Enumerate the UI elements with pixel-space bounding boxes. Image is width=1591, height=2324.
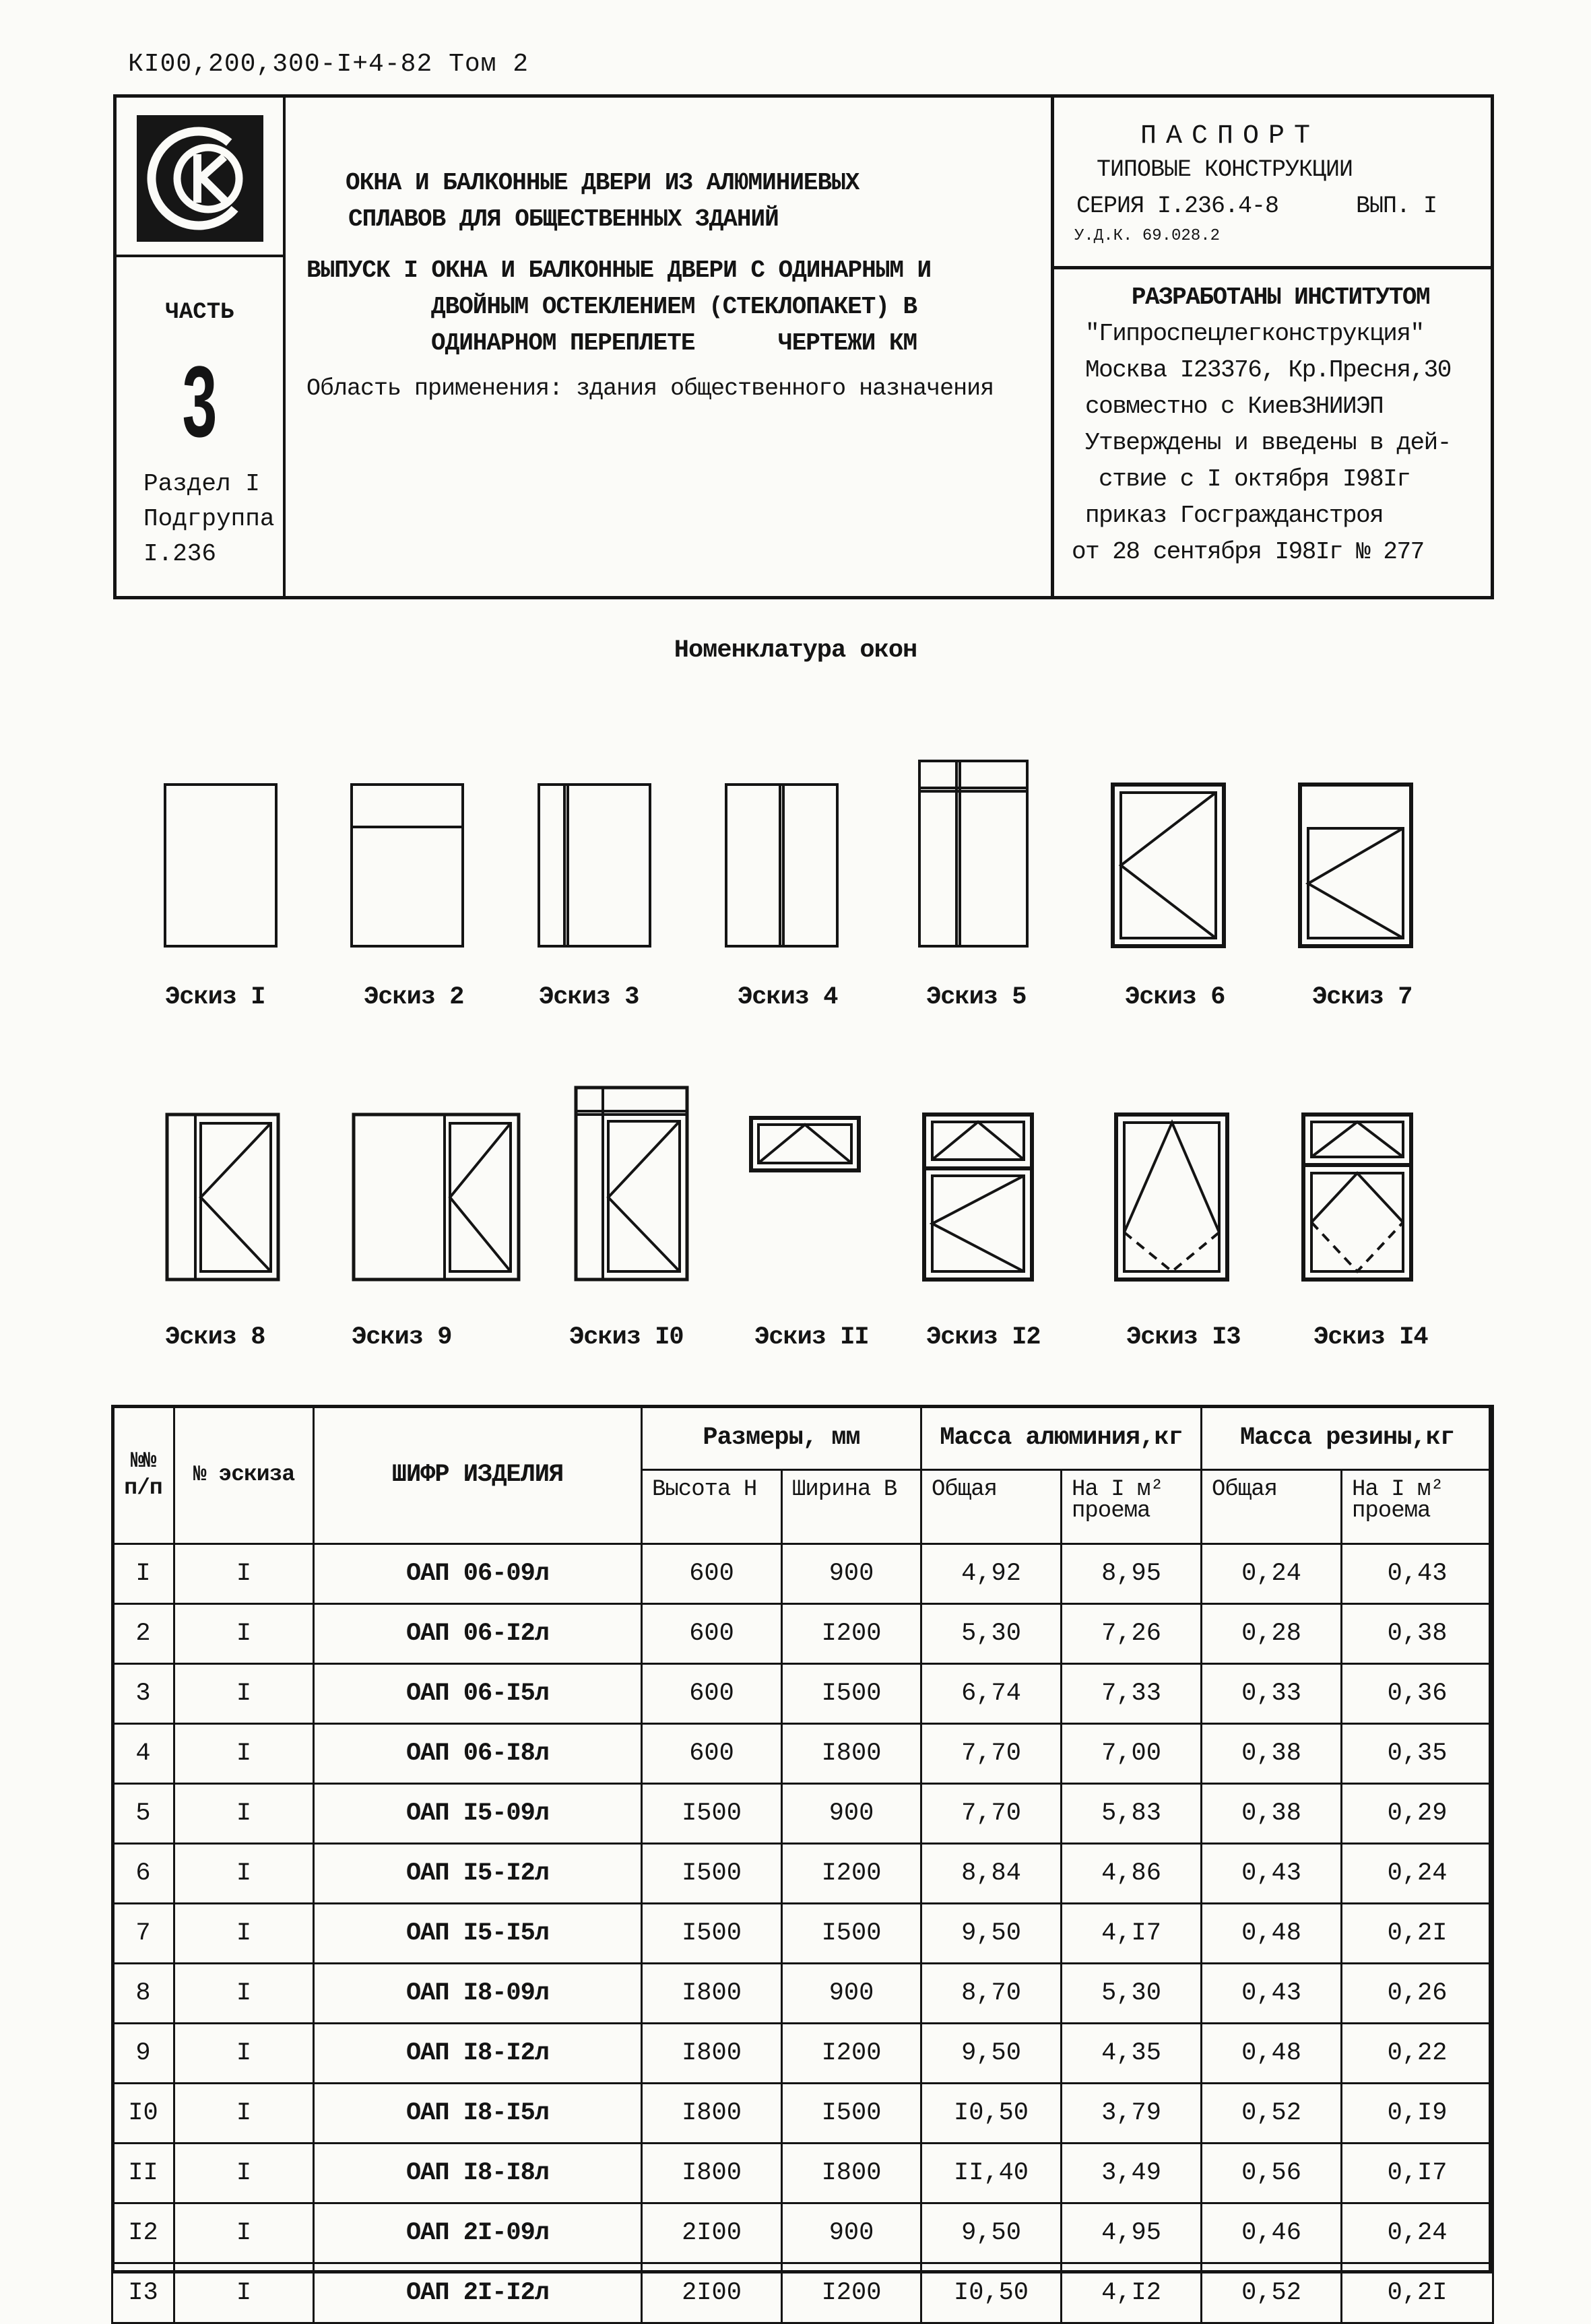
cell-rb-total: 0,38: [1202, 1724, 1342, 1784]
cell-rb-m2: 0,38: [1342, 1604, 1493, 1664]
sketch-label: Эскиз 6: [1125, 983, 1225, 1011]
cell-al-m2: 8,95: [1062, 1544, 1202, 1604]
document-title: [346, 165, 992, 238]
sketch-label: Эскиз I4: [1313, 1323, 1428, 1352]
sketch-label: Эскиз 5: [926, 983, 1027, 1011]
header-dimensions: Размеры, мм: [642, 1406, 921, 1470]
cell-al-total: 6,74: [921, 1664, 1062, 1724]
cell-rb-m2: 0,24: [1342, 2203, 1493, 2263]
sketch-label: Эскиз II: [754, 1323, 869, 1352]
developer-line: совместно с КиевЗНИИЭП: [1085, 393, 1384, 420]
cell-n: 8: [112, 1964, 174, 2024]
title-line: СПЛАВОВ ДЛЯ ОБЩЕСТВЕННЫХ ЗДАНИЙ: [348, 205, 779, 233]
cell-n: 4: [112, 1724, 174, 1784]
cell-al-m2: 4,86: [1062, 1844, 1202, 1904]
cell-sketch: I: [174, 2263, 314, 2323]
sketch-label: Эскиз 4: [738, 983, 838, 1011]
cell-rb-m2: 0,I7: [1342, 2144, 1493, 2203]
developer-line: ствие с I октября I98Iг: [1099, 465, 1410, 493]
cell-w: I200: [782, 1844, 921, 1904]
cell-code: ОАП I8-I8л: [314, 2144, 642, 2203]
nomenclature-table: [111, 1405, 1494, 2324]
table-row: [112, 2203, 1493, 2263]
divider: [283, 98, 286, 596]
header-sketch-no: № эскиза: [174, 1406, 314, 1544]
cell-h: 600: [642, 1544, 782, 1604]
cell-al-m2: 4,I2: [1062, 2263, 1202, 2323]
table-row: [112, 1604, 1493, 1664]
sketch-2-drawing: [352, 785, 463, 946]
cell-code: ОАП 06-I8л: [314, 1724, 642, 1784]
sketch-label: Эскиз 2: [364, 983, 464, 1011]
cell-h: I500: [642, 1784, 782, 1844]
series-label: СЕРИЯ I.236.4-8: [1076, 193, 1279, 220]
sketch-label: Эскиз 9: [352, 1323, 452, 1352]
header-width: Ширина В: [782, 1470, 921, 1544]
cell-al-total: 9,50: [921, 2024, 1062, 2084]
cell-n: I2: [112, 2203, 174, 2263]
cell-rb-m2: 0,24: [1342, 1844, 1493, 1904]
cell-rb-m2: 0,2I: [1342, 2263, 1493, 2323]
cell-rb-total: 0,38: [1202, 1784, 1342, 1844]
cell-al-total: I0,50: [921, 2263, 1062, 2323]
cell-w: I200: [782, 2024, 921, 2084]
cell-al-m2: 7,26: [1062, 1604, 1202, 1664]
cell-h: I800: [642, 2024, 782, 2084]
passport-title: ПАСПОРТ: [1140, 121, 1320, 152]
cell-sketch: I: [174, 2203, 314, 2263]
cell-sketch: I: [174, 1724, 314, 1784]
cell-n: I: [112, 1544, 174, 1604]
cell-n: 7: [112, 1904, 174, 1964]
cell-w: 900: [782, 1784, 921, 1844]
cell-code: ОАП 06-09л: [314, 1544, 642, 1604]
sketch-9-drawing: [354, 1115, 519, 1280]
sketch-4-drawing: [726, 785, 837, 946]
cell-al-total: 7,70: [921, 1784, 1062, 1844]
table-row: [112, 1904, 1493, 1964]
udk-code: У.Д.К. 69.028.2: [1074, 227, 1221, 245]
cell-al-m2: 4,35: [1062, 2024, 1202, 2084]
cell-w: I200: [782, 2263, 921, 2323]
cell-sketch: I: [174, 2144, 314, 2203]
cell-sketch: I: [174, 2024, 314, 2084]
sketch-label: Эскиз 3: [539, 983, 639, 1011]
cell-al-m2: 7,00: [1062, 1724, 1202, 1784]
logo: [137, 115, 263, 242]
cell-al-m2: 5,30: [1062, 1964, 1202, 2024]
cell-n: I0: [112, 2084, 174, 2144]
cell-rb-m2: 0,2I: [1342, 1904, 1493, 1964]
cell-n: 9: [112, 2024, 174, 2084]
table-row: [112, 2024, 1493, 2084]
cell-n: II: [112, 2144, 174, 2203]
cell-rb-total: 0,48: [1202, 2024, 1342, 2084]
section-label: Раздел I: [143, 470, 260, 498]
table-body: [112, 1544, 1493, 2323]
sketch-label: Эскиз I3: [1126, 1323, 1241, 1352]
table-row: [112, 1664, 1493, 1724]
sketch-label: Эскиз I: [165, 983, 265, 1011]
cell-w: I800: [782, 2144, 921, 2203]
sketch-3-drawing: [539, 785, 650, 946]
cell-w: I500: [782, 1904, 921, 1964]
divider: [117, 255, 283, 257]
cell-n: 6: [112, 1844, 174, 1904]
issue-number: ВЫП. I: [1356, 193, 1437, 220]
cell-al-total: 5,30: [921, 1604, 1062, 1664]
header-height: Высота Н: [642, 1470, 782, 1544]
sketch-8-drawing: [167, 1115, 278, 1280]
cell-h: I500: [642, 1904, 782, 1964]
cell-rb-total: 0,48: [1202, 1904, 1342, 1964]
cell-code: ОАП 2I-09л: [314, 2203, 642, 2263]
cell-w: I500: [782, 1664, 921, 1724]
cell-sketch: I: [174, 2084, 314, 2144]
cell-al-m2: 5,83: [1062, 1784, 1202, 1844]
cell-w: 900: [782, 2203, 921, 2263]
ck-logo-icon: [137, 115, 263, 242]
developer-block: [1072, 279, 1489, 570]
header-al-total: Общая: [921, 1470, 1062, 1544]
cell-w: 900: [782, 1964, 921, 2024]
header-row-no: №№ п/п: [112, 1406, 174, 1544]
cell-rb-total: 0,33: [1202, 1664, 1342, 1724]
developer-line: приказ Госгражданстроя: [1085, 502, 1384, 529]
scope-text: Область применения: здания общественного назначения: [306, 375, 994, 402]
cell-h: 600: [642, 1664, 782, 1724]
issue-description: [306, 253, 1047, 362]
cell-h: I800: [642, 1964, 782, 2024]
cell-h: I800: [642, 2144, 782, 2203]
table-row: [112, 1964, 1493, 2024]
header-rubber-mass: Масса резины,кг: [1202, 1406, 1493, 1470]
cell-al-m2: 3,79: [1062, 2084, 1202, 2144]
table-row: [112, 1724, 1493, 1784]
cell-w: I500: [782, 2084, 921, 2144]
cell-al-total: 8,70: [921, 1964, 1062, 2024]
developer-line: от 28 сентября I98Iг № 277: [1072, 538, 1424, 566]
nomenclature-title: Номенклатура окон: [674, 636, 917, 665]
sketch-10-drawing: [576, 1088, 687, 1280]
cell-n: 3: [112, 1664, 174, 1724]
cell-h: 2I00: [642, 2203, 782, 2263]
table-row: [112, 1784, 1493, 1844]
cell-al-total: II,40: [921, 2144, 1062, 2203]
cell-w: I800: [782, 1724, 921, 1784]
developer-line: Москва I23376, Кр.Пресня,30: [1085, 356, 1451, 384]
table-row: [112, 2144, 1493, 2203]
title-line: ОКНА И БАЛКОННЫЕ ДВЕРИ ИЗ АЛЮМИНИЕВЫХ: [346, 169, 859, 197]
cell-al-m2: 4,I7: [1062, 1904, 1202, 1964]
document-code: КI00,200,300-I+4-82 Том 2: [128, 50, 529, 79]
issue-line: ОДИНАРНОМ ПЕРЕПЛЕТЕ ЧЕРТЕЖИ КМ: [431, 329, 917, 357]
cell-rb-m2: 0,26: [1342, 1964, 1493, 2024]
sketch-11-drawing: [751, 1118, 859, 1170]
part-number: 3: [182, 345, 218, 458]
cell-rb-m2: 0,I9: [1342, 2084, 1493, 2144]
cell-rb-m2: 0,36: [1342, 1664, 1493, 1724]
table-row: [112, 2263, 1493, 2323]
developer-line: Утверждены и введены в дей-: [1085, 429, 1451, 457]
cell-code: ОАП I5-09л: [314, 1784, 642, 1844]
cell-w: 900: [782, 1544, 921, 1604]
cell-al-total: 9,50: [921, 2203, 1062, 2263]
sketch-7-drawing: [1300, 785, 1411, 946]
cell-n: I3: [112, 2263, 174, 2323]
header-rb-total: Общая: [1202, 1470, 1342, 1544]
sketch-drawings: [0, 734, 1591, 1340]
cell-rb-m2: 0,22: [1342, 2024, 1493, 2084]
cell-code: ОАП I5-I2л: [314, 1844, 642, 1904]
cell-code: ОАП I8-09л: [314, 1964, 642, 2024]
sketch-1-drawing: [165, 785, 276, 946]
cell-rb-m2: 0,43: [1342, 1544, 1493, 1604]
cell-al-total: 4,92: [921, 1544, 1062, 1604]
sketch-label: Эскиз I0: [569, 1323, 684, 1352]
cell-sketch: I: [174, 1544, 314, 1604]
cell-code: ОАП I8-I5л: [314, 2084, 642, 2144]
cell-w: I200: [782, 1604, 921, 1664]
cell-n: 2: [112, 1604, 174, 1664]
table-row: [112, 2084, 1493, 2144]
cell-al-m2: 4,95: [1062, 2203, 1202, 2263]
sketch-12-drawing: [924, 1115, 1032, 1280]
cell-rb-total: 0,43: [1202, 1844, 1342, 1904]
subgroup-label: Подгруппа: [143, 505, 275, 533]
cell-h: I500: [642, 1844, 782, 1904]
header-rb-per-m2: На I м² проема: [1342, 1470, 1493, 1544]
divider: [1051, 98, 1054, 596]
developer-line: "Гипроспецлегконструкция": [1085, 320, 1424, 347]
cell-code: ОАП I8-I2л: [314, 2024, 642, 2084]
cell-code: ОАП 06-I5л: [314, 1664, 642, 1724]
cell-sketch: I: [174, 1664, 314, 1724]
cell-sketch: I: [174, 1604, 314, 1664]
cell-al-total: I0,50: [921, 2084, 1062, 2144]
passport-subtitle: ТИПОВЫЕ КОНСТРУКЦИИ: [1097, 156, 1353, 183]
cell-rb-total: 0,43: [1202, 1964, 1342, 2024]
cell-code: ОАП 2I-I2л: [314, 2263, 642, 2323]
cell-al-total: 8,84: [921, 1844, 1062, 1904]
cell-rb-total: 0,28: [1202, 1604, 1342, 1664]
cell-h: 2I00: [642, 2263, 782, 2323]
cell-rb-total: 0,52: [1202, 2263, 1342, 2323]
cell-sketch: I: [174, 1964, 314, 2024]
cell-rb-total: 0,24: [1202, 1544, 1342, 1604]
title-block: [113, 94, 1494, 599]
developer-heading: РАЗРАБОТАНЫ ИНСТИТУТОМ: [1131, 284, 1430, 311]
sketch-5-drawing: [919, 761, 1027, 946]
table-row: [112, 1844, 1493, 1904]
cell-sketch: I: [174, 1904, 314, 1964]
subgroup-value: I.236: [143, 540, 217, 568]
cell-n: 5: [112, 1784, 174, 1844]
part-label: ЧАСТЬ: [165, 300, 234, 325]
cell-sketch: I: [174, 1844, 314, 1904]
sketch-label: Эскиз 7: [1312, 983, 1413, 1011]
cell-rb-total: 0,46: [1202, 2203, 1342, 2263]
header-aluminium-mass: Масса алюминия,кг: [921, 1406, 1202, 1470]
sketch-label: Эскиз I2: [926, 1323, 1041, 1352]
cell-h: 600: [642, 1604, 782, 1664]
issue-line: ДВОЙНЫМ ОСТЕКЛЕНИЕМ (СТЕКЛОПАКЕТ) В: [431, 293, 917, 321]
sketch-gallery: [0, 734, 1591, 1352]
divider: [1051, 266, 1494, 269]
cell-al-total: 9,50: [921, 1904, 1062, 1964]
cell-rb-total: 0,52: [1202, 2084, 1342, 2144]
cell-rb-total: 0,56: [1202, 2144, 1342, 2203]
cell-rb-m2: 0,35: [1342, 1724, 1493, 1784]
cell-code: ОАП 06-I2л: [314, 1604, 642, 1664]
header-product-code: ШИФР ИЗДЕЛИЯ: [314, 1406, 642, 1544]
cell-h: I800: [642, 2084, 782, 2144]
cell-sketch: I: [174, 1784, 314, 1844]
cell-rb-m2: 0,29: [1342, 1784, 1493, 1844]
issue-line: ВЫПУСК I ОКНА И БАЛКОННЫЕ ДВЕРИ С ОДИНАРНЫМ И: [306, 257, 932, 284]
header-al-per-m2: На I м² проема: [1062, 1470, 1202, 1544]
cell-al-m2: 7,33: [1062, 1664, 1202, 1724]
cell-h: 600: [642, 1724, 782, 1784]
cell-al-total: 7,70: [921, 1724, 1062, 1784]
sketch-14-drawing: [1303, 1115, 1411, 1280]
table-row: [112, 1544, 1493, 1604]
sketch-13-drawing: [1116, 1115, 1227, 1280]
sketch-label: Эскиз 8: [165, 1323, 265, 1352]
cell-al-m2: 3,49: [1062, 2144, 1202, 2203]
sketch-6-drawing: [1113, 785, 1224, 946]
cell-code: ОАП I5-I5л: [314, 1904, 642, 1964]
